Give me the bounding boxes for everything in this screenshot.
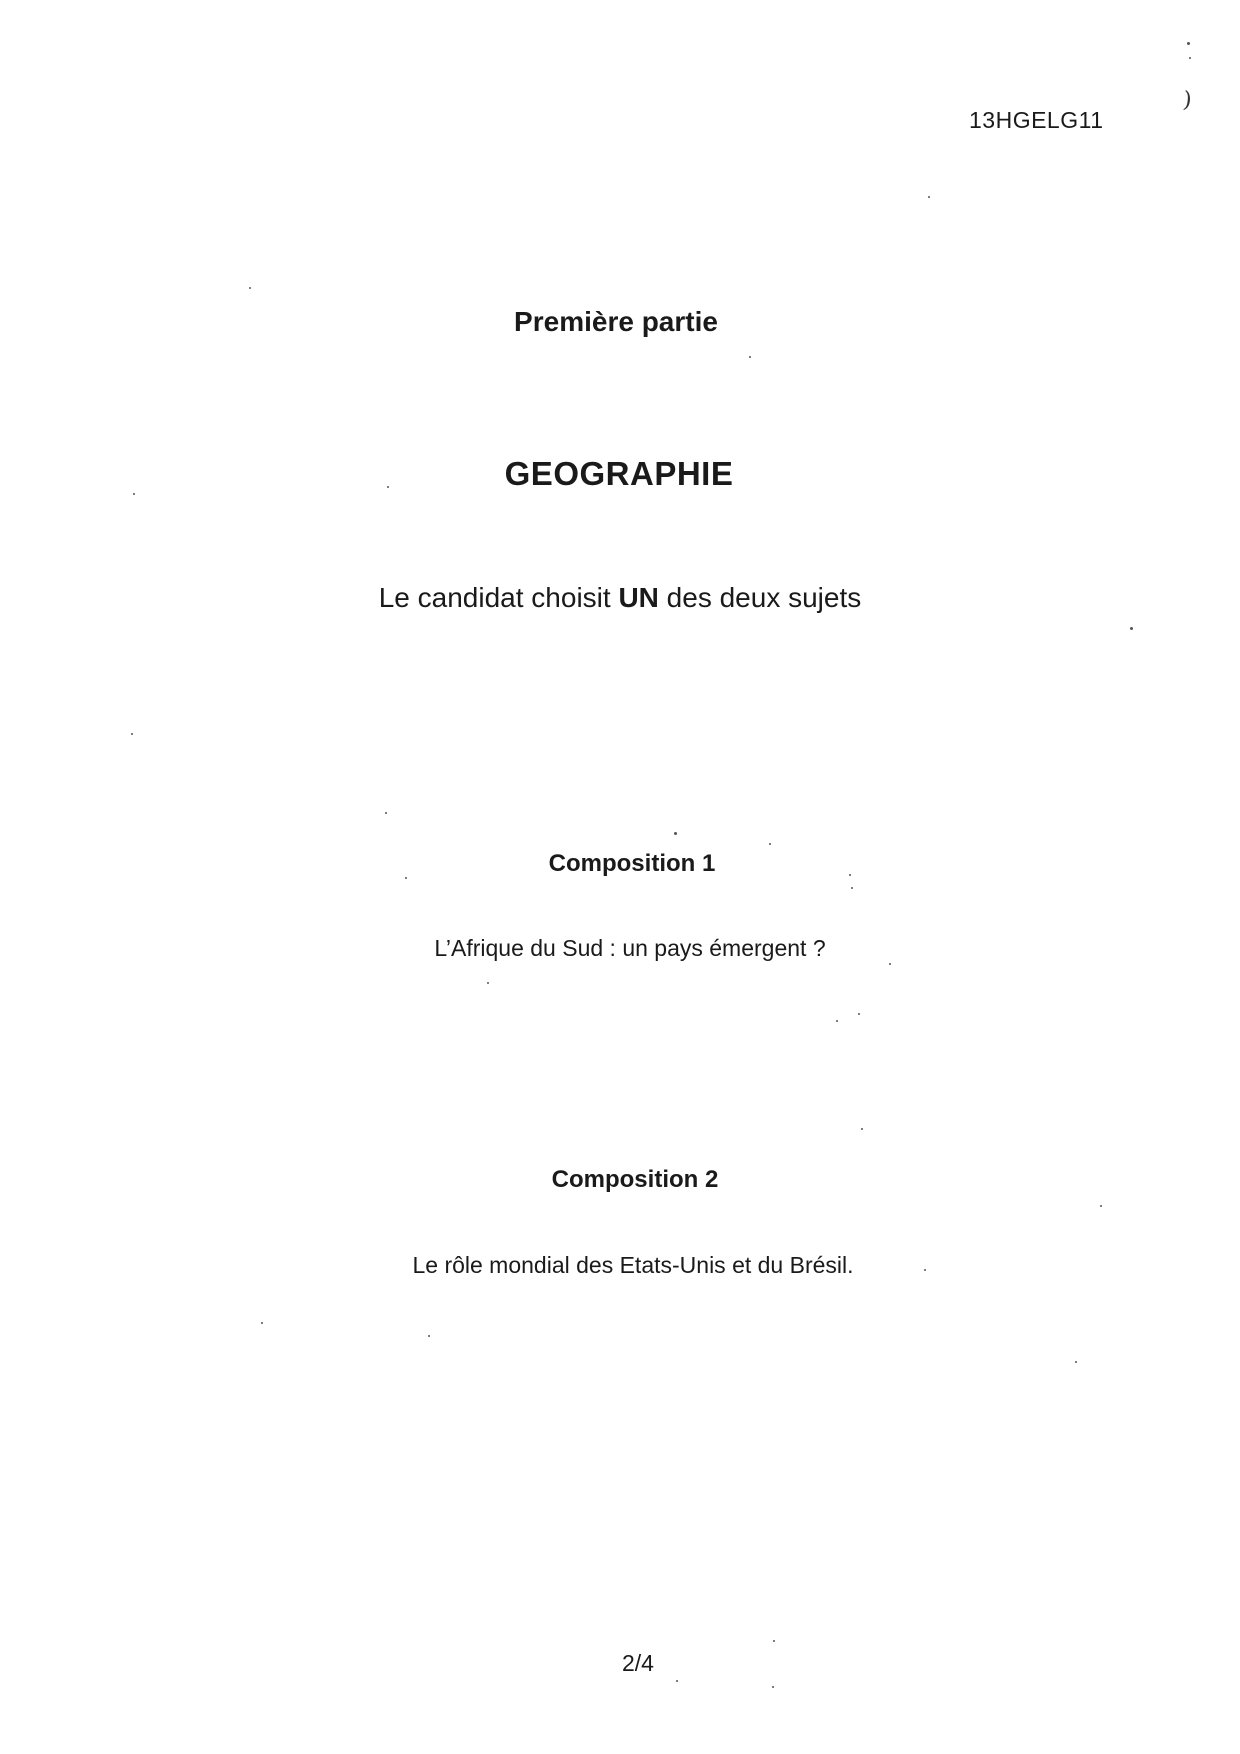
document-code: 13HGELG11 <box>969 107 1104 133</box>
scan-speck <box>928 196 930 198</box>
scan-speck <box>387 486 389 488</box>
scan-speck <box>749 356 751 358</box>
scan-speck <box>249 287 251 289</box>
scan-speck <box>1130 627 1133 630</box>
scan-speck <box>1100 1205 1102 1207</box>
composition-2-subject: Le rôle mondial des Etats-Unis et du Brésil. <box>412 1252 854 1278</box>
scan-speck <box>773 1640 775 1642</box>
scan-speck <box>261 1322 263 1324</box>
instruction-text <box>0 582 1240 614</box>
scan-speck <box>851 887 853 889</box>
section-title: GEOGRAPHIE <box>504 455 734 492</box>
scan-speck <box>772 1686 774 1688</box>
instruction-after: des deux sujets <box>658 582 862 613</box>
scan-speck <box>1187 42 1190 45</box>
composition-1-subject: L’Afrique du Sud : un pays émergent ? <box>434 935 826 961</box>
part-title: Première partie <box>514 306 718 337</box>
scan-speck <box>1075 1361 1077 1363</box>
scan-speck <box>861 1128 863 1130</box>
scan-speck <box>405 877 407 879</box>
scan-speck <box>889 963 891 965</box>
scan-speck <box>858 1013 860 1015</box>
scan-speck <box>924 1269 926 1271</box>
scan-speck <box>1189 57 1191 59</box>
composition-2-title: Composition 2 <box>551 1166 719 1193</box>
scan-speck <box>385 812 387 814</box>
page-number: 2/4 <box>622 1650 654 1676</box>
scan-speck <box>769 843 771 845</box>
scan-speck <box>849 874 851 876</box>
scan-artifact-bracket: ) <box>1181 87 1193 114</box>
scan-speck <box>428 1335 430 1337</box>
scan-speck <box>674 832 677 835</box>
scan-speck <box>836 1020 838 1022</box>
instruction-emphasis: UN <box>618 582 659 613</box>
composition-1-title: Composition 1 <box>548 850 716 877</box>
scan-speck <box>133 493 135 495</box>
scan-speck <box>131 733 133 735</box>
instruction-before: Le candidat choisit <box>378 582 619 613</box>
scan-speck <box>487 982 489 984</box>
scan-speck <box>676 1680 678 1682</box>
